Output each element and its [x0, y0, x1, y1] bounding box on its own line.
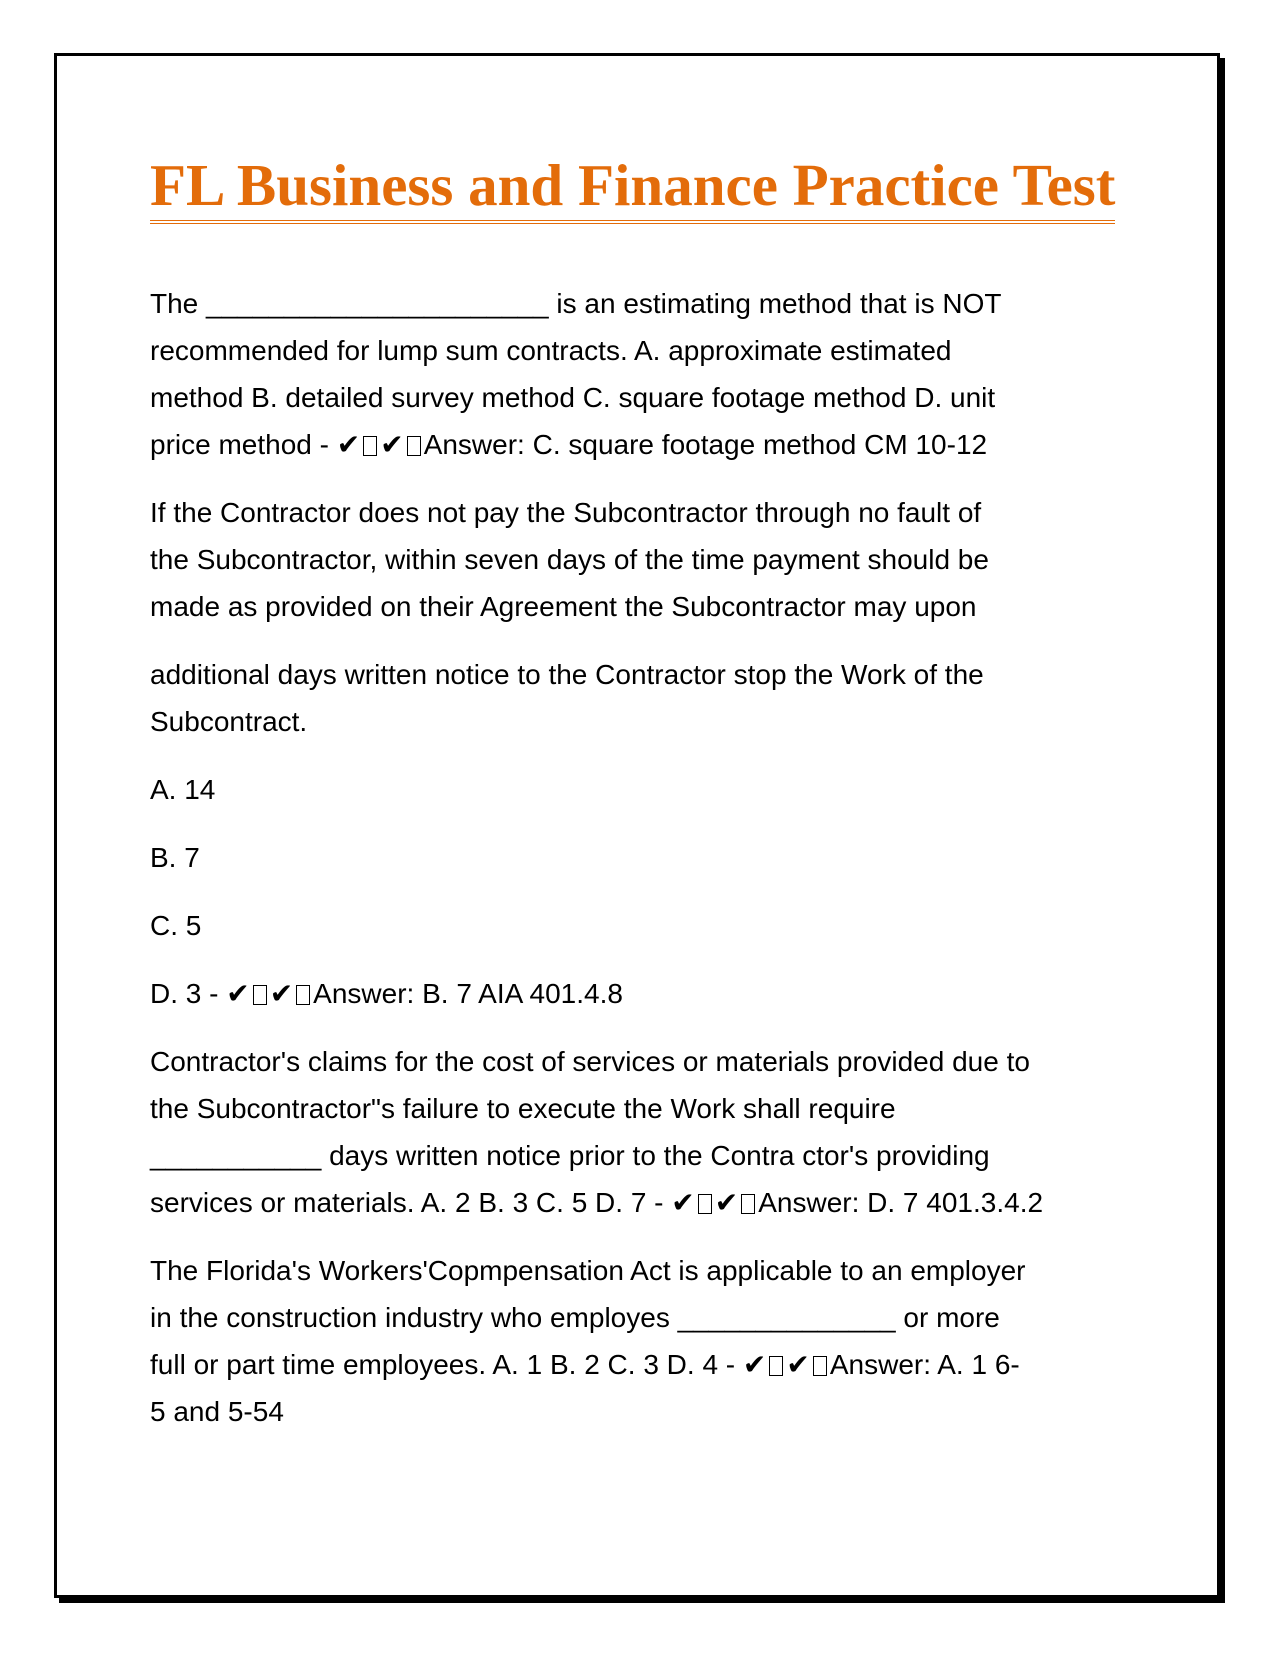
question-2-line-5: Subcontract. [150, 706, 308, 737]
question-4-line-2: in the construction industry who employes ______________ or more [150, 1302, 1000, 1333]
question-2-option-b: B. 7 [150, 842, 200, 873]
question-4-prefix: full or part time employees. A. 1 B. 2 C. 3 D. 4 - [150, 1349, 743, 1380]
question-2-option-c: C. 5 [150, 910, 202, 941]
question-2-answer-line [150, 970, 1140, 1017]
question-3-prefix: services or materials. A. 2 B. 3 C. 5 D. 7 - [150, 1187, 672, 1218]
box-icon [407, 436, 421, 456]
document-body [150, 280, 1140, 1435]
question-4-line-1: The Florida's Workers'Copmpensation Act is applicable to an employer [150, 1255, 1026, 1286]
question-1-answer: Answer: C. square footage method CM 10-12 [423, 429, 988, 460]
question-2-prefix: D. 3 - [150, 978, 227, 1009]
question-2 [150, 489, 1140, 1017]
box-icon [296, 985, 310, 1005]
question-2-line-1: If the Contractor does not pay the Subcontractor through no fault of [150, 497, 982, 528]
question-2-answer: Answer: B. 7 AIA 401.4.8 [313, 978, 623, 1009]
box-icon [741, 1194, 755, 1214]
document-title: FL Business and Finance Practice Test [150, 150, 1115, 224]
question-1-line-2: recommended for lump sum contracts. A. approximate estimated [150, 335, 952, 366]
question-3 [150, 1038, 1140, 1226]
question-4-answer-line [150, 1341, 1140, 1388]
box-icon [813, 1356, 827, 1376]
check-icon: ✔ [336, 428, 361, 461]
question-1 [150, 280, 1140, 468]
box-icon [363, 436, 377, 456]
question-3-answer: Answer: D. 7 401.3.4.2 [758, 1187, 1044, 1218]
question-1-answer-line [150, 421, 1140, 468]
question-4 [150, 1247, 1140, 1435]
check-icon: ✔ [269, 977, 294, 1010]
box-icon [698, 1194, 712, 1214]
check-icon: ✔ [714, 1186, 739, 1219]
check-icon: ✔ [671, 1186, 695, 1219]
question-1-line-1: The ______________________ is an estimating method that is NOT [150, 288, 1002, 319]
question-2-line-2: the Subcontractor, within seven days of the time payment should be [150, 544, 989, 575]
question-4-answer: Answer: A. 1 6- [829, 1349, 1020, 1380]
question-3-line-1: Contractor's claims for the cost of services or materials provided due to [150, 1046, 1030, 1077]
box-icon [769, 1356, 783, 1376]
question-1-prefix: price method - [150, 429, 337, 460]
question-3-answer-line [150, 1179, 1140, 1226]
question-4-tail: 5 and 5-54 [150, 1396, 284, 1427]
check-icon: ✔ [786, 1348, 810, 1381]
question-2-line-4: additional days written notice to the Contractor stop the Work of the [150, 659, 984, 690]
question-2-option-a: A. 14 [150, 774, 216, 805]
box-icon [253, 985, 267, 1005]
check-icon: ✔ [380, 428, 404, 461]
question-3-line-2: the Subcontractor"s failure to execute the Work shall require [150, 1093, 896, 1124]
question-1-line-3: method B. detailed survey method C. square footage method D. unit [150, 382, 996, 413]
question-2-line-3: made as provided on their Agreement the Subcontractor may upon [150, 591, 977, 622]
check-icon: ✔ [742, 1348, 767, 1381]
question-3-line-3: ___________ days written notice prior to the Contra ctor's providing [150, 1140, 990, 1171]
check-icon: ✔ [226, 977, 250, 1010]
